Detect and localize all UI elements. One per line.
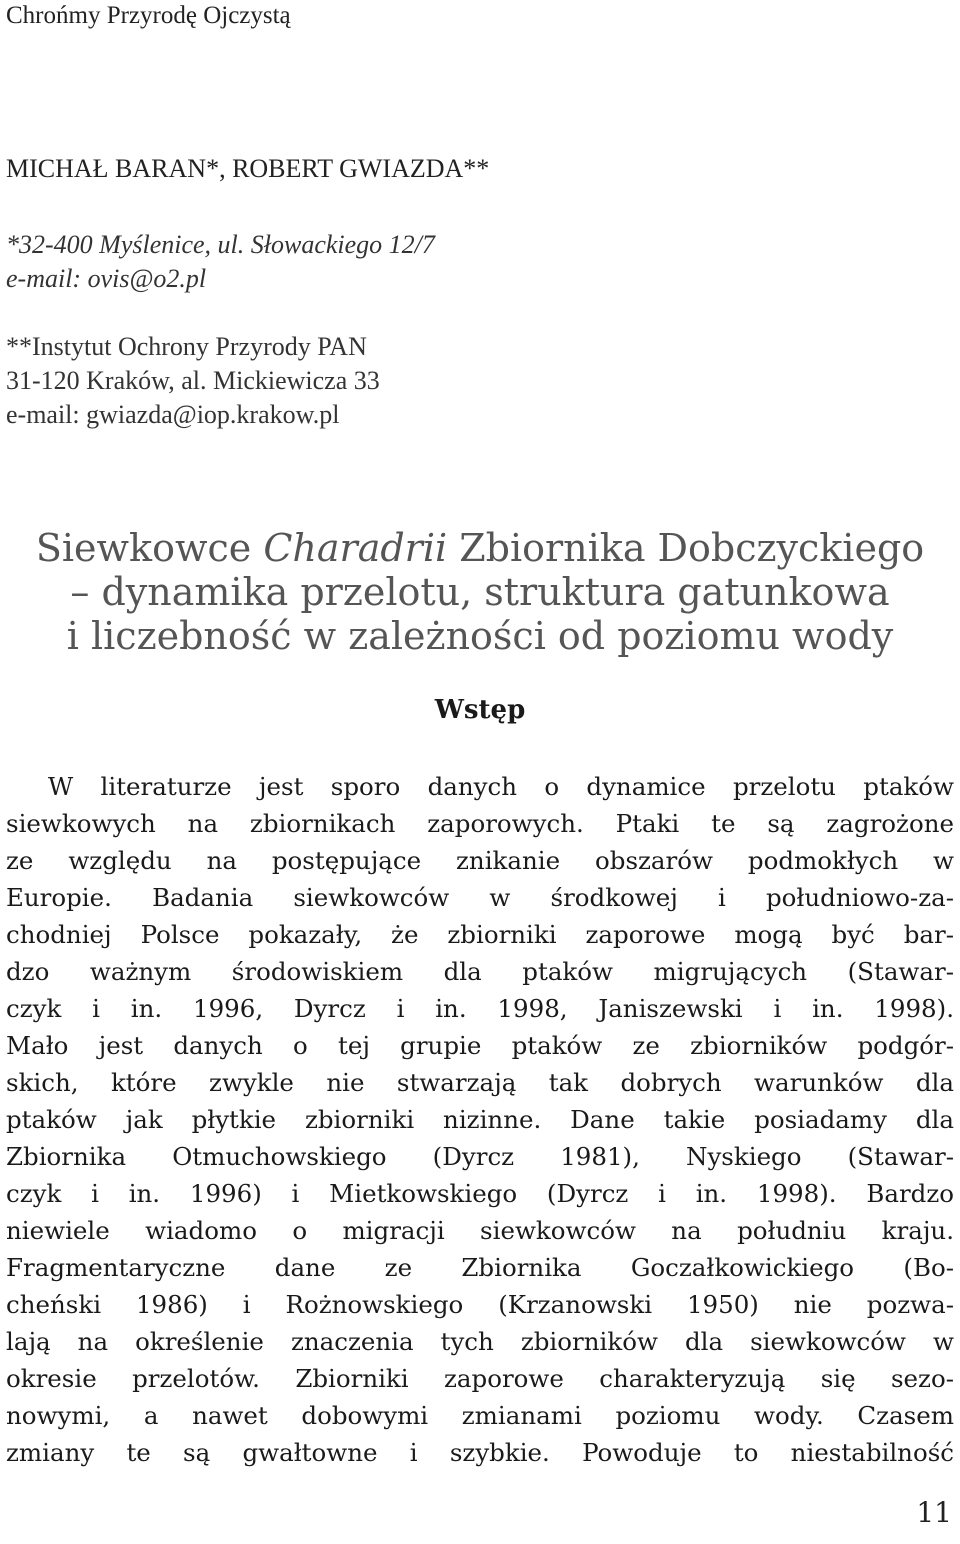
- body-line: okresie przelotów. Zbiorniki zaporowe charakteryzują się sezo-: [6, 1364, 954, 1393]
- affiliation-2-address: 31-120 Kraków, al. Mickiewicza 33: [6, 366, 380, 395]
- body-line: Mało jest danych o tej grupie ptaków ze zbiorników podgór-: [6, 1031, 954, 1060]
- body-line: siewkowych na zbiornikach zaporowych. Ptaki te są zagrożone: [6, 809, 954, 838]
- body-text: [6, 768, 954, 1471]
- article-title: [0, 526, 960, 658]
- body-line: skich, które zwykle nie stwarzają tak dobrych warunków dla: [6, 1068, 954, 1097]
- body-line: cheński 1986) i Rożnowskiego (Krzanowski 1950) nie pozwa-: [6, 1290, 954, 1319]
- body-line: niewiele wiadomo o migracji siewkowców na południu kraju.: [6, 1216, 954, 1245]
- title-line-1-post: Zbiornika Dobczyckiego: [447, 526, 925, 570]
- title-line-1-pre: Siewkowce: [35, 526, 264, 570]
- affiliation-2-email: e-mail: gwiazda@iop.krakow.pl: [6, 400, 340, 429]
- body-line: chodniej Polsce pokazały, że zbiorniki zaporowe mogą być bar-: [6, 920, 954, 949]
- body-line: Fragmentaryczne dane ze Zbiornika Goczałkowickiego (Bo-: [6, 1253, 954, 1282]
- page-number: 11: [916, 1496, 952, 1529]
- affiliation-2-institute: **Instytut Ochrony Przyrody PAN: [6, 332, 367, 361]
- title-line-3: i liczebność w zależności od poziomu wody: [66, 614, 894, 658]
- body-line: W literaturze jest sporo danych o dynamice przelotu ptaków: [48, 772, 954, 801]
- body-line: ze względu na postępujące znikanie obszarów podmokłych w: [6, 846, 954, 875]
- body-line: Zbiornika Otmuchowskiego (Dyrcz 1981), Nyskiego (Stawar-: [6, 1142, 954, 1171]
- body-line: Europie. Badania siewkowców w środkowej i południowo-za-: [6, 883, 954, 912]
- body-line: nowymi, a nawet dobowymi zmianami poziomu wody. Czasem: [6, 1401, 954, 1430]
- body-line: ptaków jak płytkie zbiorniki nizinne. Dane takie posiadamy dla: [6, 1105, 954, 1134]
- section-heading: Wstęp: [434, 695, 526, 725]
- affiliation-2: [6, 330, 380, 432]
- affiliation-1-email: e-mail: ovis@o2.pl: [6, 264, 207, 293]
- title-line-1: [0, 526, 960, 570]
- body-line: czyk i in. 1996, Dyrcz i in. 1998, Janiszewski i in. 1998).: [6, 994, 954, 1023]
- body-line: zmiany te są gwałtowne i szybkie. Powoduje to niestabilność: [6, 1438, 954, 1467]
- journal-header: Chrońmy Przyrodę Ojczystą: [6, 2, 291, 29]
- body-line: lają na określenie znaczenia tych zbiorników dla siewkowców w: [6, 1327, 954, 1356]
- body-line: czyk i in. 1996) i Mietkowskiego (Dyrcz i in. 1998). Bardzo: [6, 1179, 954, 1208]
- authors: MICHAŁ BARAN*, ROBERT GWIAZDA**: [6, 154, 490, 183]
- body-line: dzo ważnym środowiskiem dla ptaków migrujących (Stawar-: [6, 957, 954, 986]
- affiliation-1-address: *32-400 Myślenice, ul. Słowackiego 12/7: [6, 230, 435, 259]
- affiliation-1: [6, 228, 435, 296]
- title-taxon: Charadrii: [263, 526, 448, 570]
- title-line-2: – dynamika przelotu, struktura gatunkowa: [70, 570, 890, 614]
